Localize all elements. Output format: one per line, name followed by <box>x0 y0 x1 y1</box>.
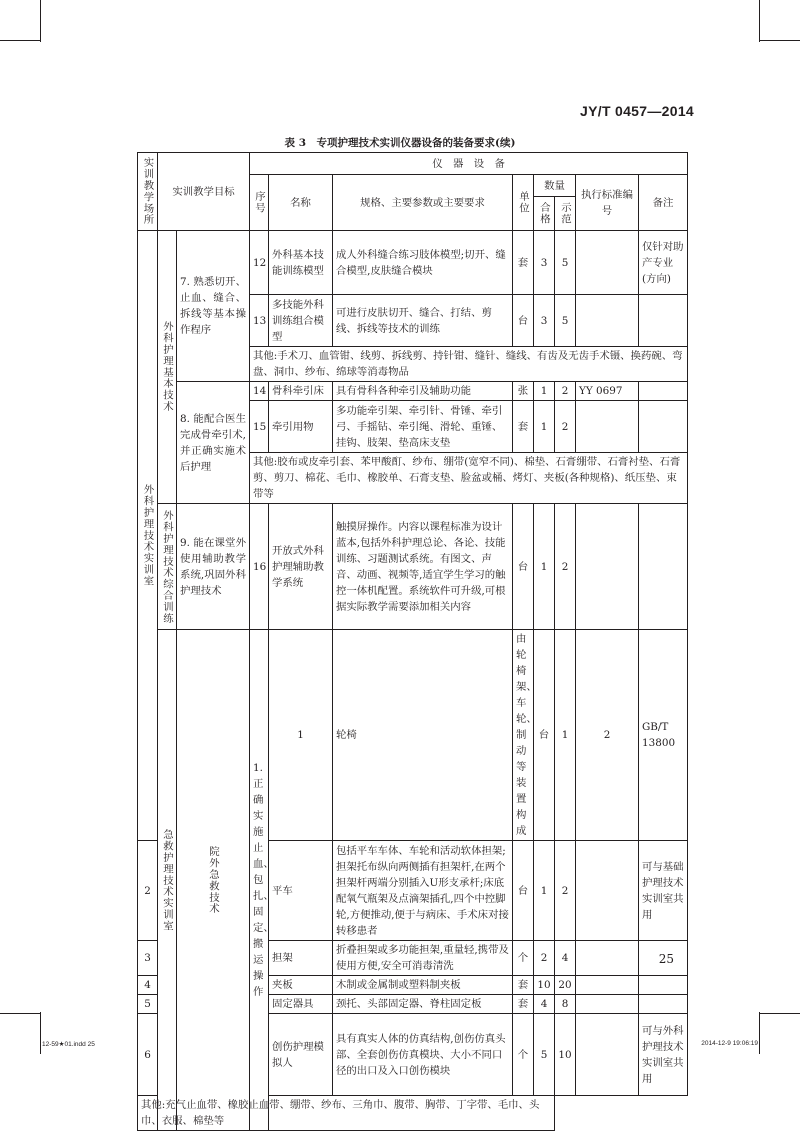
row-unit: 台 <box>513 504 534 630</box>
row-name: 轮椅 <box>333 630 513 841</box>
other-items: 其他:胶布或皮牵引套、苯甲酸酊、纱布、绷带(宽窄不同)、棉垫、石膏绷带、石膏衬垫、石膏剪、剪刀、棉花、毛巾、橡胶单、石膏支垫、脸盆或桶、烤灯、夹板(各种规格)、纸压垫、束带等 <box>250 453 688 504</box>
row-seq: 15 <box>250 401 269 453</box>
row-standard <box>576 841 639 941</box>
row-remark: 仅针对助产专业(方向) <box>639 231 688 295</box>
standard-code-header: JY/T 0457—2014 <box>580 103 694 119</box>
col-equipment-header: 仪 器 设 备 <box>250 153 688 175</box>
row-remark <box>639 995 688 1014</box>
goal-8: 8. 能配合医生完成骨牵引术,并正确实施术后护理 <box>177 382 250 504</box>
row-name: 外科基本技能训练模型 <box>269 231 333 295</box>
row-qualified: 1 <box>534 504 555 630</box>
row-spec: 木制或金属制或塑料制夹板 <box>333 976 513 995</box>
row-name: 创伤护理模拟人 <box>269 1014 333 1096</box>
row-name: 开放式外科护理辅助教学系统 <box>269 504 333 630</box>
row-demo: 4 <box>555 941 576 976</box>
sub-surgical-basic: 外科护理基本技术 <box>158 231 177 504</box>
row-name: 多技能外科训练组合模型 <box>269 295 333 347</box>
row-qualified: 1 <box>534 401 555 453</box>
row-seq: 4 <box>138 976 158 995</box>
other-items: 其他:充气止血带、橡胶止血带、绷带、纱布、三角巾、腹带、胸带、丁字带、毛巾、头巾、衣服、棉垫等 <box>138 1096 555 1131</box>
page-number: 25 <box>658 952 674 966</box>
row-unit: 套 <box>513 231 534 295</box>
crop-mark <box>0 1013 40 1014</box>
row-name: 牵引用物 <box>269 401 333 453</box>
row-qualified: 10 <box>534 976 555 995</box>
col-qty-header: 数量 <box>534 175 576 197</box>
row-seq: 3 <box>138 941 158 976</box>
row-demo: 2 <box>555 401 576 453</box>
row-name: 平车 <box>269 841 333 941</box>
col-name-header: 名称 <box>269 175 333 231</box>
row-remark <box>639 382 688 401</box>
row-unit: 套 <box>513 995 534 1014</box>
row-remark <box>639 976 688 995</box>
col-goal-header: 实训教学目标 <box>158 153 250 231</box>
row-remark: 可与基础护理技术实训室共用 <box>639 841 688 941</box>
row-standard <box>576 231 639 295</box>
goal-9: 9. 能在课堂外使用辅助教学系统,巩固外科护理技术 <box>177 504 250 630</box>
row-seq: 6 <box>138 1014 158 1096</box>
row-demo: 2 <box>576 630 639 841</box>
row-standard <box>576 941 639 976</box>
row-demo: 2 <box>555 382 576 401</box>
crop-mark <box>40 1012 41 1054</box>
row-demo: 5 <box>555 295 576 347</box>
row-spec: 颈托、头部固定器、脊柱固定板 <box>333 995 513 1014</box>
row-spec: 多功能牵引架、牵引针、骨锤、牵引弓、手摇钻、牵引绳、滑轮、重锤、挂钩、肢架、垫高床支垫 <box>333 401 513 453</box>
row-qualified: 5 <box>534 1014 555 1096</box>
crop-mark <box>40 0 41 42</box>
col-spec-header: 规格、主要参数或主要要求 <box>333 175 513 231</box>
row-standard <box>576 295 639 347</box>
col-seq-header: 序号 <box>250 175 269 231</box>
row-qualified: 3 <box>534 295 555 347</box>
row-spec: 成人外科缝合练习肢体模型;切开、缝合模型,皮肤缝合模块 <box>333 231 513 295</box>
row-qualified: 3 <box>534 231 555 295</box>
row-unit: 张 <box>513 382 534 401</box>
row-name: 担架 <box>269 941 333 976</box>
other-items: 其他:手术刀、血管钳、线剪、拆线剪、持针钳、缝针、缝线、有齿及无齿手术镊、换药碗、弯盘、洞巾、纱布、绵球等消毒物品 <box>250 347 688 382</box>
row-standard: GB/T 13800 <box>639 630 688 841</box>
row-spec: 包括平车车体、车轮和活动软体担架;担架托布纵向两侧插有担架杆,在两个担架杆两端分别插入U形支承杆;床底配氧气瓶架及点滴架插孔,四个中控脚轮,方便推动,便于与病床、手术床对接转移患者 <box>333 841 513 941</box>
row-demo: 20 <box>555 976 576 995</box>
goal-7: 7. 熟悉切开、止血、缝合、拆线等基本操作程序 <box>177 231 250 382</box>
crop-mark <box>0 40 40 41</box>
row-standard <box>576 504 639 630</box>
row-standard <box>576 995 639 1014</box>
row-demo: 10 <box>555 1014 576 1096</box>
row-spec: 具有真实人体的仿真结构,创伤仿真头部、全套创伤仿真模块、大小不同口径的出口及入口创伤模块 <box>333 1014 513 1096</box>
crop-mark <box>760 1013 800 1014</box>
row-unit: 个 <box>513 941 534 976</box>
sub-surgical-comprehensive: 外科护理技术综合训练 <box>158 504 177 630</box>
crop-mark <box>760 40 800 41</box>
row-spec: 可进行皮肤切开、缝合、打结、剪线、拆线等技术的训练 <box>333 295 513 347</box>
row-name: 固定器具 <box>269 995 333 1014</box>
row-unit: 套 <box>513 401 534 453</box>
crop-mark <box>759 0 760 42</box>
row-seq: 14 <box>250 382 269 401</box>
venue-emergency-lab: 急救护理技术实训室 <box>158 630 177 1131</box>
crop-mark <box>759 1012 760 1054</box>
row-qualified: 1 <box>534 841 555 941</box>
col-unit-header: 单位 <box>513 175 534 231</box>
table-title: 表 3 专项护理技术实训仪器设备的装备要求(续) <box>284 137 516 149</box>
row-spec: 具有骨科各种牵引及辅助功能 <box>333 382 513 401</box>
col-demo-header: 示范 <box>555 197 576 231</box>
row-remark <box>639 504 688 630</box>
goal-1: 1. 正确实施止血、包扎、固定、搬运操作 <box>250 630 269 1131</box>
row-seq: 12 <box>250 231 269 295</box>
row-remark: 可与外科护理技术实训室共用 <box>639 1014 688 1096</box>
row-seq: 5 <box>138 995 158 1014</box>
row-qualified: 1 <box>555 630 576 841</box>
venue-surgical-lab: 外科护理技术实训室 <box>138 231 158 841</box>
row-remark <box>639 295 688 347</box>
col-venue-header: 实训教学场所 <box>138 153 158 231</box>
row-demo: 2 <box>555 504 576 630</box>
row-spec: 由轮椅架、车轮、制动等装置构成 <box>513 630 534 841</box>
row-qualified: 1 <box>534 382 555 401</box>
row-demo: 5 <box>555 231 576 295</box>
row-unit: 台 <box>513 295 534 347</box>
row-unit: 个 <box>513 1014 534 1096</box>
col-qualified-header: 合格 <box>534 197 555 231</box>
row-qualified: 2 <box>534 941 555 976</box>
row-standard <box>576 1014 639 1096</box>
row-seq: 1 <box>269 630 333 841</box>
row-demo: 8 <box>555 995 576 1014</box>
row-name: 夹板 <box>269 976 333 995</box>
row-standard <box>576 976 639 995</box>
row-unit: 台 <box>513 841 534 941</box>
col-remark-header: 备注 <box>639 175 688 231</box>
row-spec: 折叠担架或多功能担架,重量轻,携带及使用方便,安全可消毒清洗 <box>333 941 513 976</box>
row-seq: 13 <box>250 295 269 347</box>
sub-prehospital: 院外急救技术 <box>177 630 250 1131</box>
footer-file-name: 12-59★01.indd 25 <box>42 1041 95 1048</box>
row-standard: YY 0697 <box>576 382 639 401</box>
footer-timestamp: 2014-12-9 19:06:19 <box>701 1040 758 1047</box>
row-unit: 套 <box>513 976 534 995</box>
row-qualified: 4 <box>534 995 555 1014</box>
row-seq: 2 <box>138 841 158 941</box>
row-standard <box>576 401 639 453</box>
row-spec: 触摸屏操作。内容以课程标准为设计蓝本,包括外科护理总论、各论、技能训练、习题测试系统。有图文、声音、动画、视频等,适宜学生学习的触控一体机配置。系统软件可升级,可根据实际教学需要添加相关内容 <box>333 504 513 630</box>
row-name: 骨科牵引床 <box>269 382 333 401</box>
row-unit: 台 <box>534 630 555 841</box>
equipment-table <box>137 152 688 1131</box>
col-standard-header: 执行标准编号 <box>576 175 639 231</box>
row-seq: 16 <box>250 504 269 630</box>
row-remark <box>639 401 688 453</box>
row-demo: 2 <box>555 841 576 941</box>
